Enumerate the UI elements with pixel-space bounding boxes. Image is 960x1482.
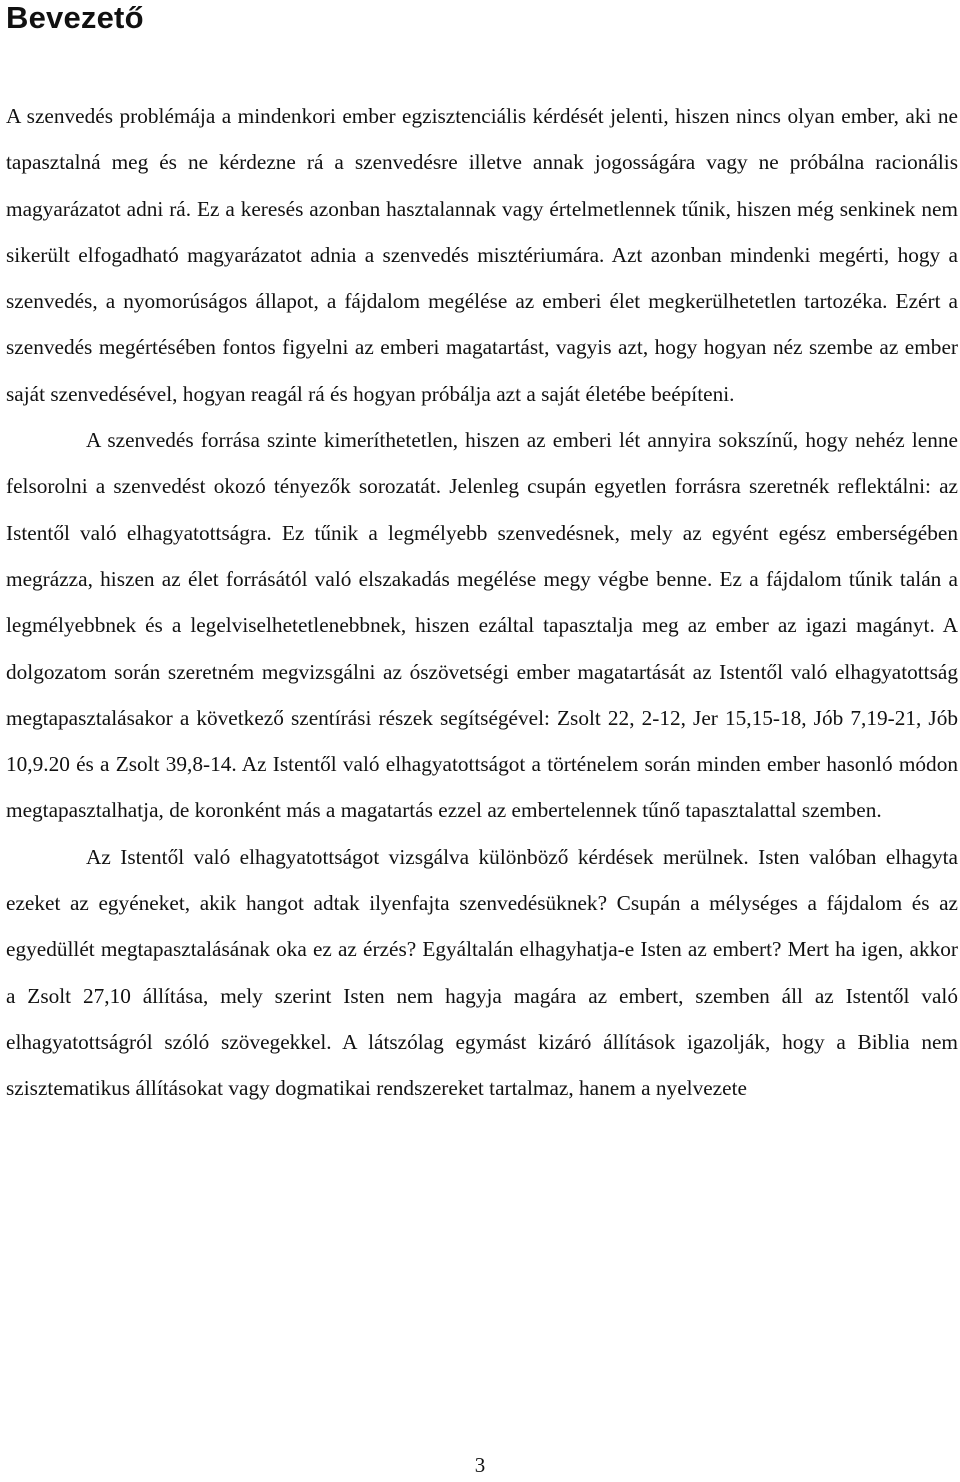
body-text [6,93,958,1112]
paragraph-1: A szenvedés problémája a mindenkori ember egzisztenciális kérdését jelenti, hiszen nincs olyan ember, aki ne tapasztalná meg és ne kérdezne rá a szenvedésre illetve annak jogosságára vagy ne próbálna racionális magyarázatot adni rá. Ez a keresés azonban hasztalannak vagy értelmetlennek tűnik, hiszen még senkinek nem sikerült elfogadható magyarázatot adnia a szenvedés misztériumára. Azt azonban mindenki megérti, hogy a szenvedés, a nyomorúságos állapot, a fájdalom megélése az emberi élet megkerülhetetlen tartozéka. Ezért a szenvedés megértésében fontos figyelni az emberi magatartást, vagyis azt, hogy hogyan néz szembe az ember saját szenvedésével, hogyan reagál rá és hogyan próbálja azt a saját életébe beépíteni. [6,104,958,406]
paragraph-3: Az Istentől való elhagyatottságot vizsgálva különböző kérdések merülnek. Isten valóban elhagyta ezeket az egyéneket, akik hangot adtak ilyenfajta szenvedésüknek? Csupán a mélységes a fájdalom és az egyedüllét megtapasztalásának oka ez az érzés? Egyáltalán elhagyhatja-e Isten az embert? Mert ha igen, akkor a Zsolt 27,10 állítása, mely szerint Isten nem hagyja magára az embert, szemben áll az Istentől való elhagyatottságról szóló szövegekkel. A látszólag egymást kizáró állítások igazolják, hogy a Biblia nem szisztematikus állításokat vagy dogmatikai rendszereket tartalmaz, hanem a nyelvezete [6,844,958,1101]
paragraph-2: A szenvedés forrása szinte kimeríthetetlen, hiszen az emberi lét annyira sokszínű, hogy nehéz lenne felsorolni a szenvedést okozó tényezők sorozatát. Jelenleg csupán egyetlen forrásra szeretnék reflektálni: az Istentől való elhagyatottságra. Ez tűnik a legmélyebb szenvedésnek, mely az egyént egész emberségében megrázza, hiszen az élet forrásától való elszakadás megélése megy végbe benne. Ez a fájdalom tűnik talán a legmélyebbnek és a legelviselhetetlenebbnek, hiszen ezáltal tapasztalja meg az ember az igazi magányt. A dolgozatom során szeretném megvizsgálni az ószövetségi ember magatartását az Istentől való elhagyatottság megtapasztalásakor a következő szentírási részek segítségével: Zsolt 22, 2-12, Jer 15,15-18, Jób 7,19-21, Jób 10,9.20 és a Zsolt 39,8-14. Az Istentől való elhagyatottságot a történelem során minden ember hasonló módon megtapasztalhatja, de koronként más a magatartás ezzel az embertelennek tűnő tapasztalattal szemben. [6,428,958,823]
section-heading: Bevezető [6,0,144,35]
page-number: 3 [474,1453,486,1477]
